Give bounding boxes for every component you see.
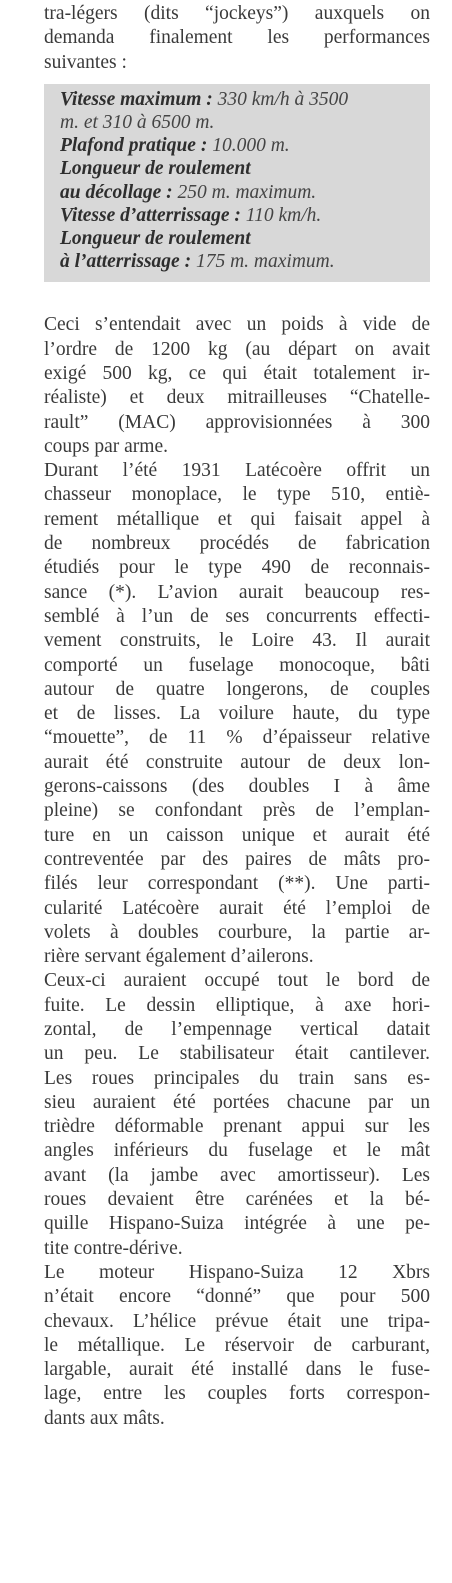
text-line: avant (la jambe avec amortisseur). Les (44, 1164, 430, 1186)
text-line: sance (*). L’avion aurait beaucoup res- (44, 581, 430, 603)
spec-line: Vitesse maximum : 330 km/h à 3500 (60, 88, 349, 110)
text-line: Le moteur Hispano-Suiza 12 Xbrs (44, 1261, 430, 1283)
text-line: réaliste) et deux mitrailleuses “Chatelle- (44, 387, 430, 409)
text-line: aurait été construite autour de deux lon- (44, 751, 430, 773)
intro-paragraph (44, 0, 430, 75)
text-line: sieu auraient été portées chacune par un (44, 1091, 430, 1113)
text-line: roues devaient être carénées et la bé- (44, 1189, 430, 1211)
text-line: pleine) se confondant près de l’emplan- (44, 800, 430, 822)
text-line: angles inférieurs du fuselage et le mât (44, 1140, 430, 1162)
text-line: cularité Latécoère aurait été l’emploi de (44, 897, 430, 919)
text-line: coups par arme. (44, 435, 168, 457)
text-line: Durant l’été 1931 Latécoère offrit un (44, 460, 430, 482)
text-line: lage, entre les couples forts correspon- (44, 1383, 430, 1405)
text-line: chevaux. L’hélice prévue était une tripa- (44, 1310, 430, 1332)
text-line: Ceux-ci auraient occupé tout le bord de (44, 970, 430, 992)
spec-line: Longueur de roulement (60, 228, 251, 250)
text-line: Les roues principales du train sans es- (44, 1067, 430, 1089)
text-line: Ceci s’entendait avec un poids à vide de (44, 314, 430, 336)
text-line: semblé à l’un de ses concurrents effecti- (44, 605, 430, 627)
text-line: tite contre-dérive. (44, 1237, 183, 1259)
text-line: fuite. Le dessin elliptique, à axe hori- (44, 994, 430, 1016)
performance-specs-box (44, 84, 430, 283)
text-line: comporté un fuselage monocoque, bâti (44, 654, 430, 676)
text-line: autour de quatre longerons, de couples (44, 678, 430, 700)
text-line: gerons-caissons (des doubles I à âme (44, 776, 430, 798)
text-line: zontal, de l’empennage vertical datait (44, 1019, 430, 1040)
text-line: rement métallique et qui faisait appel à (44, 508, 430, 530)
text-line: tra-légers (dits “jockeys”) auxquels on (44, 3, 430, 24)
text-line: étudiés pour le type 490 de reconnais- (44, 557, 430, 579)
text-line: exigé 500 kg, ce qui était totalement ir- (44, 362, 430, 384)
text-line: chasseur monoplace, le type 510, entiè- (44, 484, 430, 506)
spec-line: m. et 310 à 6500 m. (60, 112, 215, 134)
spec-line: Vitesse d’atterrissage : 110 km/h. (60, 204, 322, 226)
spec-line: Plafond pratique : 10.000 m. (60, 135, 290, 157)
article-page (44, 0, 430, 1431)
text-line: et de lisses. La voilure haute, du type (44, 703, 430, 725)
body-paragraphs (44, 313, 430, 1431)
text-line: vement construits, le Loire 43. Il aurait (44, 630, 430, 652)
spec-line: Longueur de roulement (60, 158, 251, 180)
text-line: ture en un caisson unique et aurait été (44, 824, 430, 846)
text-line: un peu. Le stabilisateur était cantilever. (44, 1043, 430, 1065)
text-line: l’ordre de 1200 kg (au départ on avait (44, 338, 430, 360)
text-line: demanda finalement les performances (44, 27, 430, 49)
text-line: rière servant également d’ailerons. (44, 946, 314, 968)
text-line: suivantes : (44, 51, 127, 73)
text-line: n’était encore “donné” que pour 500 (44, 1286, 430, 1308)
spec-line: à l’atterrissage : 175 m. maximum. (60, 251, 335, 273)
text-line: dants aux mâts. (44, 1407, 165, 1429)
text-line: largable, aurait été installé dans le fuse- (44, 1359, 430, 1381)
text-line: trièdre déformable prenant appui sur les (44, 1116, 430, 1138)
text-line: contreventée par des paires de mâts pro- (44, 848, 430, 870)
text-line: le métallique. Le réservoir de carburant, (44, 1334, 430, 1356)
text-line: “mouette”, de 11 % d’épaisseur relative (44, 727, 430, 749)
text-line: rault” (MAC) approvisionnées à 300 (44, 411, 430, 433)
spec-line: au décollage : 250 m. maximum. (60, 181, 317, 203)
text-line: quille Hispano-Suiza intégrée à une pe- (44, 1213, 430, 1235)
text-line: de nombreux procédés de fabrication (44, 533, 430, 555)
text-line: filés leur correspondant (**). Une parti- (44, 873, 430, 895)
text-line: volets à doubles courbure, la partie ar- (44, 921, 430, 943)
